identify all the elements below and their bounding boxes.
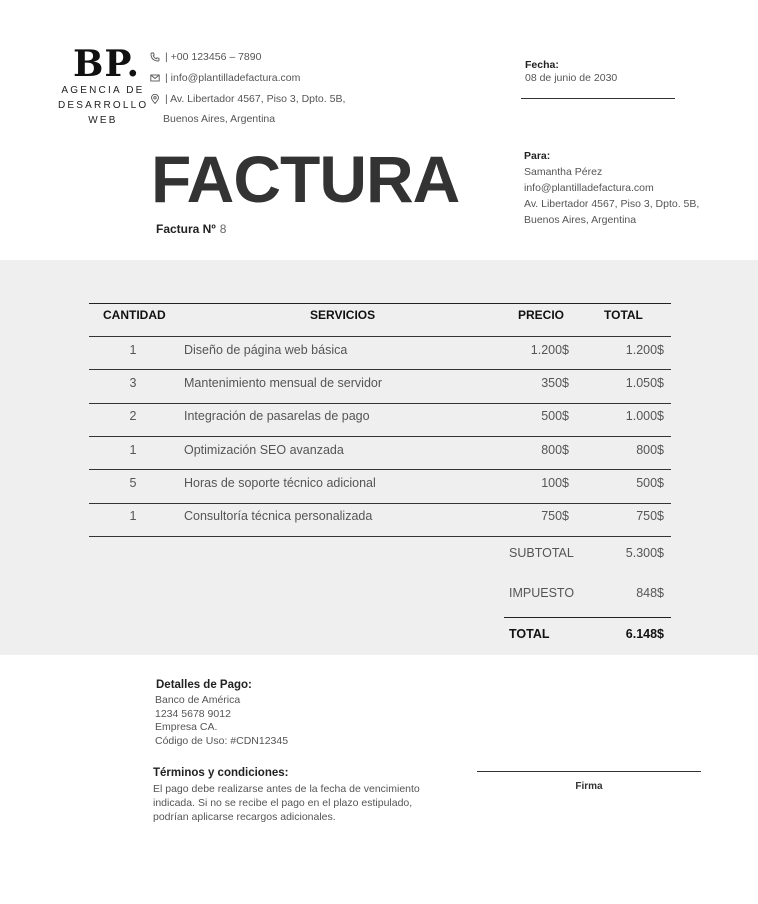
col-header-total: TOTAL: [604, 308, 643, 322]
phone-text: | +00 123456 – 7890: [165, 51, 262, 63]
col-header-service: SERVICIOS: [310, 308, 376, 322]
row-divider: [89, 503, 671, 504]
table-bottom-rule: [89, 536, 671, 537]
email-text: | info@plantilladefactura.com: [165, 72, 301, 84]
date-label: Fecha:: [525, 59, 559, 71]
total-rule: [504, 617, 671, 618]
row-total: 1.000$: [625, 409, 664, 423]
row-price: 1.200$: [530, 343, 569, 357]
invoice-number-label: Factura Nº: [156, 222, 216, 236]
row-qty: 2: [129, 409, 137, 423]
terms-text: El pago debe realizarse antes de la fecha de vencimiento indicada. Si no se recibe el pago en el plazo estipulado, podrían aplicarse recargos adicionales.: [153, 783, 420, 823]
tax-value: 848$: [636, 586, 664, 600]
row-divider: [89, 436, 671, 437]
invoice-title: FACTURA: [151, 142, 460, 216]
payment-title: Detalles de Pago:: [156, 679, 252, 691]
row-divider: [89, 469, 671, 470]
total-label: TOTAL: [509, 627, 550, 641]
row-service: Diseño de página web básica: [184, 343, 348, 357]
col-header-price: PRECIO: [518, 308, 565, 322]
client-name: Samantha Pérez: [524, 166, 603, 178]
signature-line: [477, 771, 701, 772]
date-value: 08 de junio de 2030: [525, 72, 618, 84]
company-logo: BP.: [73, 43, 141, 85]
row-divider: [89, 369, 671, 370]
row-service: Optimización SEO avanzada: [184, 443, 344, 457]
payment-account: 1234 5678 9012: [155, 708, 231, 720]
row-qty: 5: [129, 476, 137, 490]
mail-icon: [150, 73, 160, 83]
client-address-1: Av. Libertador 4567, Piso 3, Dpto. 5B,: [524, 198, 700, 210]
row-total: 800$: [636, 443, 664, 457]
row-divider: [89, 403, 671, 404]
tax-label: IMPUESTO: [509, 586, 575, 600]
row-total: 1.200$: [625, 343, 664, 357]
subtotal-label: SUBTOTAL: [509, 546, 574, 560]
address-line-2: Buenos Aires, Argentina: [163, 113, 276, 125]
row-price: 500$: [541, 409, 569, 423]
tagline-line-3: WEB: [88, 115, 118, 126]
row-price: 350$: [541, 376, 569, 390]
phone-icon: [150, 52, 160, 62]
total-value: 6.148$: [625, 627, 664, 641]
client-email: info@plantilladefactura.com: [524, 182, 654, 194]
payment-code: Código de Uso: #CDN12345: [155, 735, 289, 747]
invoice-number: [156, 222, 226, 236]
invoice-number-value: 8: [219, 222, 227, 236]
row-qty: 3: [129, 376, 137, 390]
row-service: Horas de soporte técnico adicional: [184, 476, 376, 490]
row-service: Consultoría técnica personalizada: [184, 509, 373, 523]
row-total: 500$: [636, 476, 664, 490]
client-address-2: Buenos Aires, Argentina: [524, 214, 637, 226]
tagline-line-1: AGENCIA DE: [61, 85, 145, 96]
client-label: Para:: [524, 150, 551, 162]
col-header-qty: CANTIDAD: [103, 308, 166, 322]
row-qty: 1: [129, 343, 137, 357]
company-address: [150, 93, 345, 105]
signature-label: Firma: [575, 781, 603, 792]
address-line-1: | Av. Libertador 4567, Piso 3, Dpto. 5B,: [165, 93, 346, 105]
payment-company: Empresa CA.: [155, 721, 218, 733]
location-pin-icon: [150, 94, 160, 104]
row-price: 800$: [541, 443, 569, 457]
table-header-rule: [89, 336, 671, 337]
terms-title: Términos y condiciones:: [153, 767, 289, 779]
date-underline: [521, 98, 675, 99]
company-tagline: [58, 83, 148, 128]
tagline-line-2: DESARROLLO: [58, 100, 149, 111]
row-qty: 1: [129, 509, 137, 523]
table-top-rule: [89, 303, 671, 304]
row-qty: 1: [129, 443, 137, 457]
company-email: [150, 72, 300, 84]
row-total: 750$: [636, 509, 664, 523]
row-total: 1.050$: [625, 376, 664, 390]
row-price: 750$: [541, 509, 569, 523]
company-phone: [150, 51, 261, 63]
row-service: Integración de pasarelas de pago: [184, 409, 370, 423]
row-service: Mantenimiento mensual de servidor: [184, 376, 383, 390]
row-price: 100$: [541, 476, 569, 490]
subtotal-value: 5.300$: [625, 546, 664, 560]
payment-bank: Banco de América: [155, 694, 241, 706]
